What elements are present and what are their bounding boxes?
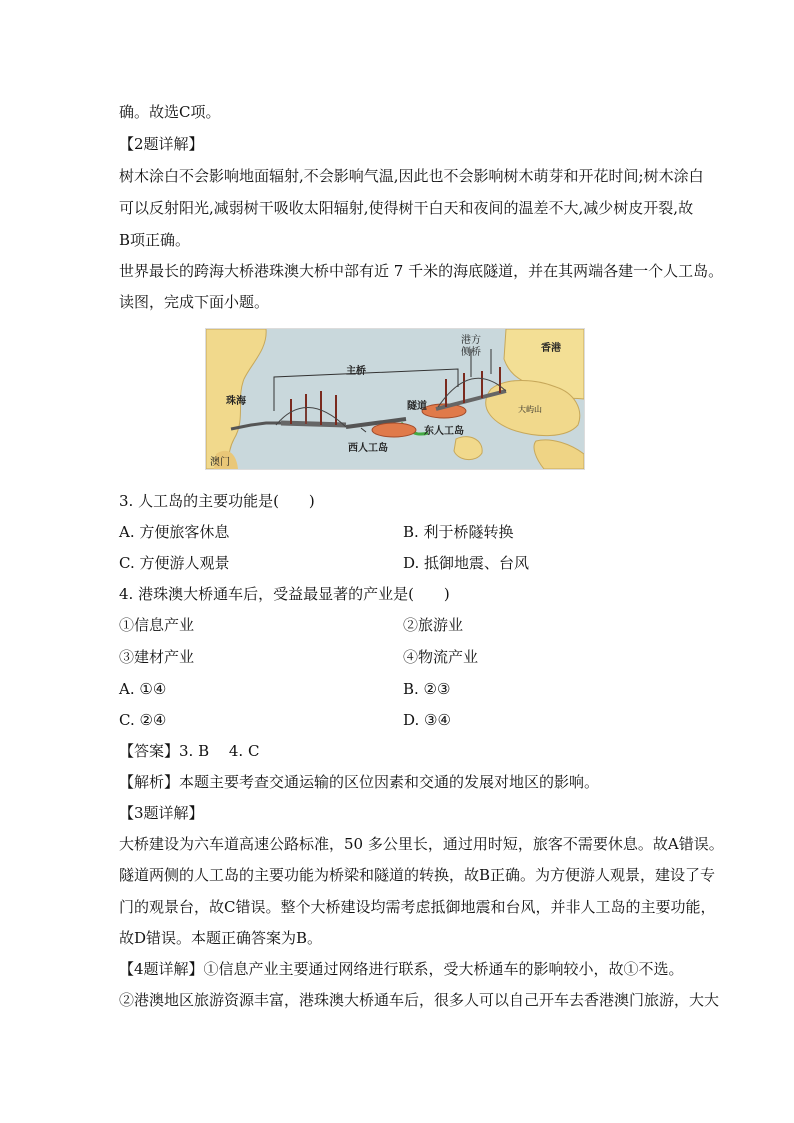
west-artificial-island xyxy=(372,423,416,437)
tunnel-label: 隧道 xyxy=(407,401,427,412)
question-4: 4. 港珠澳大桥通车后，受益最显著的产业是( ) xyxy=(119,585,450,603)
gangfang-label: 港方 xyxy=(461,335,481,346)
gangfang-label-2: 侧桥 xyxy=(461,347,481,358)
text-line: 确。故选C项。 xyxy=(119,103,221,121)
west-island-label: 西人工岛 xyxy=(348,443,388,454)
option-d: D. ③④ xyxy=(403,711,451,729)
text-line: 隧道两侧的人工岛的主要功能为桥梁和隧道的转换，故B正确。为方便游人观景，建设了专 xyxy=(119,866,716,884)
section-heading: 【2题详解】 xyxy=(119,135,204,153)
main-bridge-label: 主桥 xyxy=(346,366,366,377)
option-d: D. 抵御地震、台风 xyxy=(403,554,530,572)
option-c: C. 方便游人观景 xyxy=(119,554,230,572)
macau-label: 澳门 xyxy=(210,457,230,468)
text-line: 门的观景台，故C错误。整个大桥建设均需考虑抵御地震和台风，并非人工岛的主要功能， xyxy=(119,898,716,916)
dayushan-label: 大屿山 xyxy=(518,405,542,414)
industry-option-1: ①信息产业 xyxy=(119,616,195,634)
text-line: 读图，完成下面小题。 xyxy=(119,293,270,311)
hongkong-label: 香港 xyxy=(541,343,561,354)
text-line: ②港澳地区旅游资源丰富，港珠澳大桥通车后，很多人可以自己开车去香港澳门旅游，大大 xyxy=(119,991,720,1009)
text-line: 可以反射阳光,减弱树干吸收太阳辐射,使得树干白天和夜间的温差不大,减少树皮开裂,故 xyxy=(119,199,694,217)
text-line: 【4题详解】①信息产业主要通过网络进行联系，受大桥通车的影响较小，故①不选。 xyxy=(119,960,684,978)
industry-option-4: ④物流产业 xyxy=(403,648,479,666)
bridge-map-figure xyxy=(205,328,585,470)
option-c: C. ②④ xyxy=(119,711,167,729)
zhuhai-label: 珠海 xyxy=(226,396,246,407)
bridge-map-illustration xyxy=(206,329,584,469)
text-line: 树木涂白不会影响地面辐射,不会影响气温,因此也不会影响树木萌芽和开花时间;树木涂白 xyxy=(119,167,704,185)
option-b: B. ②③ xyxy=(403,680,451,698)
option-a: A. 方便旅客休息 xyxy=(119,523,230,541)
analysis-line: 【解析】本题主要考查交通运输的区位因素和交通的发展对地区的影响。 xyxy=(119,773,600,791)
answer-line: 【答案】3. B 4. C xyxy=(119,742,260,760)
text-line: 故D错误。本题正确答案为B。 xyxy=(119,929,323,947)
option-a: A. ①④ xyxy=(119,680,167,698)
option-b: B. 利于桥隧转换 xyxy=(403,523,514,541)
industry-option-3: ③建材产业 xyxy=(119,648,195,666)
section-heading: 【3题详解】 xyxy=(119,804,204,822)
text-line: 大桥建设为六车道高速公路标准，50 多公里长，通过用时短，旅客不需要休息。故A错误。 xyxy=(119,835,724,853)
text-line: B项正确。 xyxy=(119,231,191,249)
question-3: 3. 人工岛的主要功能是( ) xyxy=(119,492,315,510)
industry-option-2: ②旅游业 xyxy=(403,616,464,634)
text-line: 世界最长的跨海大桥港珠澳大桥中部有近 7 千米的海底隧道，并在其两端各建一个人工岛。 xyxy=(119,262,724,280)
east-island-label: 东人工岛 xyxy=(424,426,464,437)
